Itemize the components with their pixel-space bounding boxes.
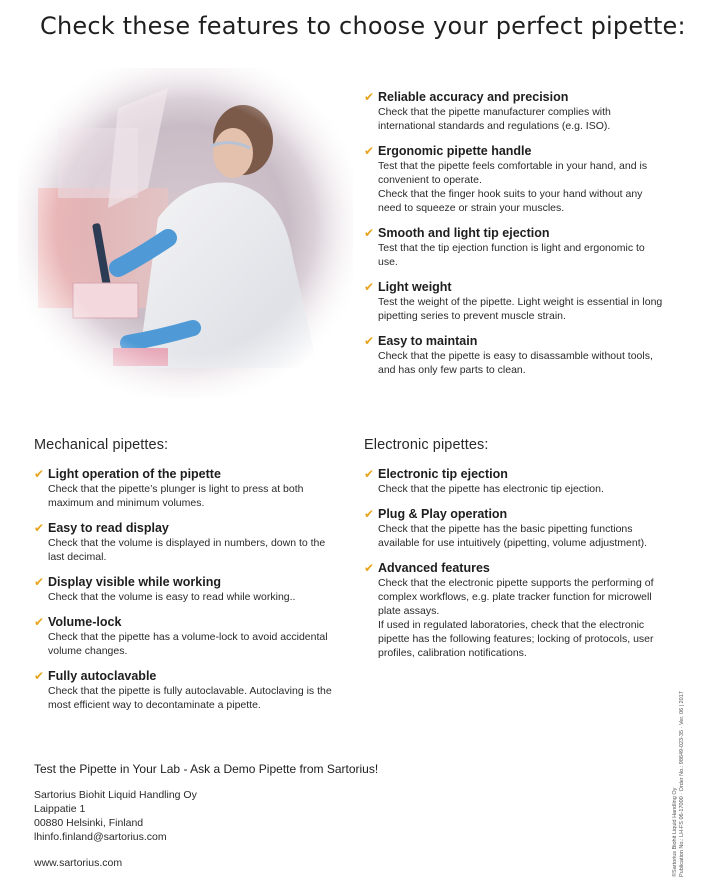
feature-item (364, 507, 664, 550)
feature-item (34, 467, 334, 510)
feature-title: Advanced features (378, 561, 490, 575)
feature-desc-line: volume changes. (48, 645, 128, 657)
feature-title: Easy to maintain (378, 334, 478, 348)
mechanical-pipettes-section (34, 437, 334, 723)
feature-title: Plug & Play operation (378, 507, 508, 521)
feature-desc-line: Check that the pipette manufacturer complies with (378, 106, 611, 118)
general-features-list (364, 90, 664, 388)
feature-item (34, 521, 334, 564)
feature-title: Volume-lock (48, 615, 122, 629)
electronic-pipettes-section (364, 437, 664, 671)
feature-item (364, 280, 664, 323)
checkmark-icon: ✔ (364, 280, 375, 294)
feature-item (34, 669, 334, 712)
page-title: Check these features to choose your perfect pipette: (40, 12, 686, 40)
feature-desc-line: Check that the pipette is easy to disassamble without tools, (378, 350, 653, 362)
feature-title: Electronic tip ejection (378, 467, 508, 481)
lab-scientist-photo (18, 68, 353, 398)
checkmark-icon: ✔ (364, 226, 375, 240)
feature-desc-line: Check that the pipette has electronic tip ejection. (378, 483, 604, 495)
publication-info (672, 691, 686, 877)
feature-item (364, 334, 664, 377)
feature-title: Light weight (378, 280, 452, 294)
feature-title: Light operation of the pipette (48, 467, 221, 481)
feature-title: Reliable accuracy and precision (378, 90, 569, 104)
checkmark-icon: ✔ (34, 575, 45, 589)
checkmark-icon: ✔ (34, 521, 45, 535)
feature-desc-line: available for use intuitively (pipetting, volume adjustment). (378, 537, 648, 549)
feature-desc-line: Check that the electronic pipette supports the performing of (378, 577, 654, 589)
feature-title: Easy to read display (48, 521, 169, 535)
feature-desc-line: Check that the pipette’s plunger is light to press at both (48, 483, 304, 495)
checkmark-icon: ✔ (34, 467, 45, 481)
feature-desc-line: Test that the pipette feels comfortable in your hand, and is (378, 160, 648, 172)
feature-title: Fully autoclavable (48, 669, 157, 683)
feature-desc-line: convenient to operate. (378, 174, 482, 186)
feature-desc-line: last decimal. (48, 551, 107, 563)
demo-call-to-action: Test the Pipette in Your Lab - Ask a Demo Pipette from Sartorius! (34, 762, 379, 776)
feature-desc-line: plate assays. (378, 605, 440, 617)
feature-desc-line: Check that the pipette is fully autoclavable. Autoclaving is the (48, 685, 332, 697)
feature-title: Ergonomic pipette handle (378, 144, 532, 158)
checkmark-icon: ✔ (364, 90, 375, 104)
feature-item (364, 144, 664, 215)
feature-desc-line: maximum and minimum volumes. (48, 497, 205, 509)
feature-desc-line: need to squeeze or strain your muscles. (378, 202, 565, 214)
feature-desc-line: pipetting series to prevent muscle strain. (378, 310, 566, 322)
checkmark-icon: ✔ (364, 334, 375, 348)
feature-item (34, 575, 334, 604)
feature-title: Display visible while working (48, 575, 221, 589)
feature-desc-line: Check that the finger hook suits to your hand without any (378, 188, 643, 200)
feature-title: Smooth and light tip ejection (378, 226, 550, 240)
website-link[interactable]: www.sartorius.com (34, 857, 123, 869)
contact-email[interactable]: lhinfo.finland@sartorius.com (34, 831, 167, 843)
feature-desc-line: Check that the pipette has a volume-lock to avoid accidental (48, 631, 328, 643)
copyright-line: ©Sartorius Biohit Liquid Handling Oy (672, 787, 678, 877)
contact-address (34, 788, 197, 844)
feature-desc-line: Check that the volume is easy to read while working.. (48, 591, 296, 603)
publication-number: Publication No.: LH-FS 06-17000 · Order No.: 98649-023-35 · Ver. 06 | 2017 (679, 691, 685, 877)
checkmark-icon: ✔ (364, 144, 375, 158)
checkmark-icon: ✔ (364, 507, 375, 521)
feature-desc-line: complex workflows, e.g. plate tracker function for microwell (378, 591, 652, 603)
feature-desc-line: profiles, calibration notifications. (378, 647, 527, 659)
postal-city: 00880 Helsinki, Finland (34, 817, 144, 829)
feature-item (364, 226, 664, 269)
feature-desc-line: international standards and regulations (e.g. ISO). (378, 120, 611, 132)
section-heading: Electronic pipettes: (364, 437, 489, 453)
feature-desc-line: Check that the pipette has the basic pipetting functions (378, 523, 633, 535)
feature-item (364, 561, 664, 660)
feature-item (34, 615, 334, 658)
feature-item (364, 90, 664, 133)
feature-desc-line: Test the weight of the pipette. Light weight is essential in long (378, 296, 663, 308)
feature-desc-line: If used in regulated laboratories, check that the electronic (378, 619, 645, 631)
checkmark-icon: ✔ (364, 467, 375, 481)
feature-desc-line: most efficient way to decontaminate a pipette. (48, 699, 261, 711)
feature-desc-line: and has only few parts to clean. (378, 364, 526, 376)
feature-desc-line: use. (378, 256, 398, 268)
checkmark-icon: ✔ (34, 615, 45, 629)
street-address: Laippatie 1 (34, 803, 86, 815)
feature-desc-line: pipette has the following features; locking of protocols, user (378, 633, 654, 645)
feature-desc-line: Test that the tip ejection function is light and ergonomic to (378, 242, 645, 254)
feature-item (364, 467, 664, 496)
section-heading: Mechanical pipettes: (34, 437, 169, 453)
checkmark-icon: ✔ (34, 669, 45, 683)
checkmark-icon: ✔ (364, 561, 375, 575)
feature-desc-line: Check that the volume is displayed in numbers, down to the (48, 537, 326, 549)
company-name: Sartorius Biohit Liquid Handling Oy (34, 789, 197, 801)
